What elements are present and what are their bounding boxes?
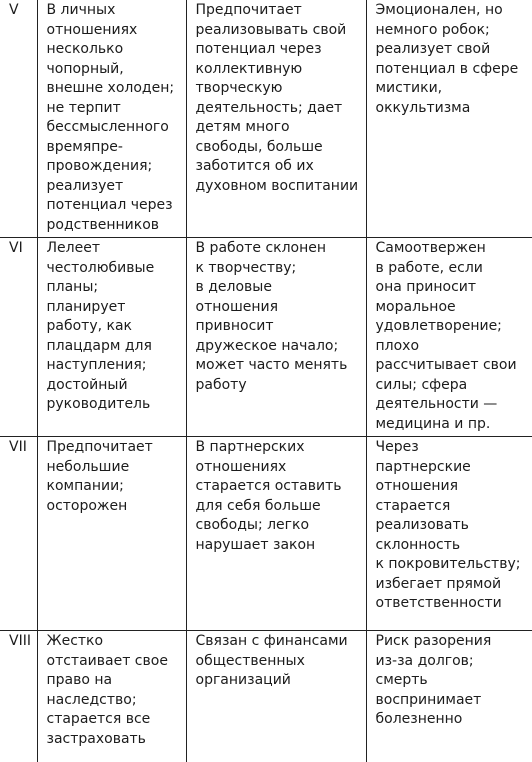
table-cell: Жестко отстаивает свое право на наследство; старается все застраховать <box>37 631 186 762</box>
table-cell: Предпочитает реализовывать свой потенциал через коллективную творческую деятельность; дает детям много свободы, больше заботится об их духовном воспитании <box>186 0 366 238</box>
table-cell: Связан с финансами общественных организаций <box>186 631 366 762</box>
table-cell: Эмоционален, но немного робок; реализует свой потенциал в сфере мистики, оккультизма <box>366 0 532 238</box>
table-row <box>0 631 532 762</box>
table-cell: В личных отношениях несколько чопорный, внешне холоден; не терпит бессмысленного времяпре- провождения; реализует потенциал через родственников <box>37 0 186 238</box>
row-numeral: VII <box>0 437 37 631</box>
table-cell: Предпочитает небольшие компании; осторожен <box>37 437 186 631</box>
table-cell: Лелеет честолюбивые планы; планирует работу, как плацдарм для наступления; достойный руководитель <box>37 238 186 437</box>
table-row <box>0 238 532 437</box>
table-cell: Самоотвержен в работе, если она приносит моральное удовлетворение; плохо рассчитывает свои силы; сфера деятельности — медицина и пр. <box>366 238 532 437</box>
row-numeral: VIII <box>0 631 37 762</box>
row-numeral: VI <box>0 238 37 437</box>
table-cell: В работе склонен к творчеству; в деловые отношения привносит дружеское начало; может часто менять работу <box>186 238 366 437</box>
row-numeral: V <box>0 0 37 238</box>
table-cell: Риск разорения из-за долгов; смерть воспринимает болезненно <box>366 631 532 762</box>
table-cell: Через партнерские отношения старается реализовать склонность к покровительству; избегает прямой ответственности <box>366 437 532 631</box>
table-row <box>0 437 532 631</box>
table-cell: В партнерских отношениях старается оставить для себя больше свободы; легко нарушает закон <box>186 437 366 631</box>
table-row <box>0 0 532 238</box>
